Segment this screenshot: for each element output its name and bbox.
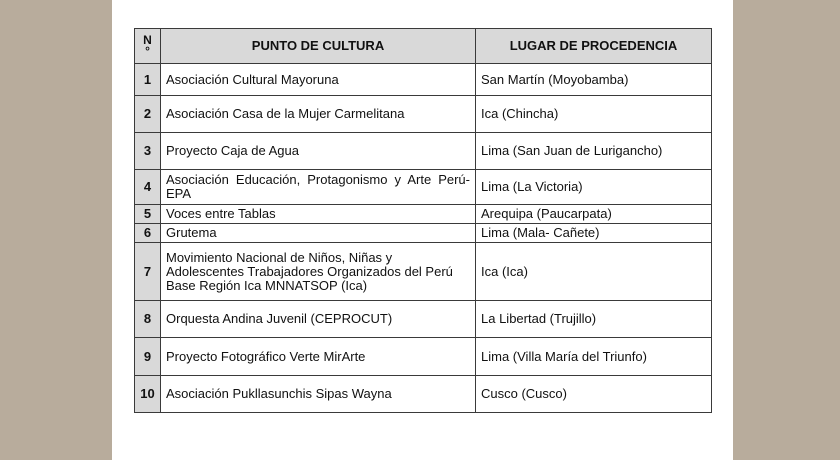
row-number: 2 (135, 96, 161, 133)
row-number: 10 (135, 376, 161, 413)
header-origin: LUGAR DE PROCEDENCIA (476, 29, 712, 64)
row-origin: Lima (La Victoria) (476, 170, 712, 205)
table-row (135, 64, 712, 96)
row-number: 3 (135, 133, 161, 170)
row-name: Asociación Pukllasunchis Sipas Wayna (161, 376, 476, 413)
row-origin: San Martín (Moyobamba) (476, 64, 712, 96)
table-row (135, 133, 712, 170)
table-row (135, 170, 712, 205)
row-origin: Ica (Chincha) (476, 96, 712, 133)
table-row (135, 376, 712, 413)
row-name: Asociación Educación, Protagonismo y Arte Perú- EPA (161, 170, 476, 205)
cultura-table (134, 28, 712, 413)
row-number: 1 (135, 64, 161, 96)
table-row (135, 301, 712, 338)
row-number: 8 (135, 301, 161, 338)
row-origin: La Libertad (Trujillo) (476, 301, 712, 338)
row-name: Grutema (161, 224, 476, 243)
table-row (135, 338, 712, 376)
row-name: Movimiento Nacional de Niños, Niñas y Adolescentes Trabajadores Organizados del Perú Base Región Ica MNNATSOP (Ica) (161, 243, 476, 301)
row-name: Proyecto Fotográfico Verte MirArte (161, 338, 476, 376)
row-name: Voces entre Tablas (161, 205, 476, 224)
header-point: PUNTO DE CULTURA (161, 29, 476, 64)
row-name: Asociación Cultural Mayoruna (161, 64, 476, 96)
row-number: 6 (135, 224, 161, 243)
document-page (112, 0, 733, 460)
table-row (135, 243, 712, 301)
row-number: 4 (135, 170, 161, 205)
row-name: Proyecto Caja de Agua (161, 133, 476, 170)
row-origin: Lima (San Juan de Lurigancho) (476, 133, 712, 170)
row-name: Orquesta Andina Juvenil (CEPROCUT) (161, 301, 476, 338)
table-row (135, 205, 712, 224)
table-row (135, 224, 712, 243)
row-origin: Lima (Villa María del Triunfo) (476, 338, 712, 376)
header-num: N ° (135, 29, 161, 64)
row-number: 5 (135, 205, 161, 224)
header-row (135, 29, 712, 64)
row-origin: Ica (Ica) (476, 243, 712, 301)
table-row (135, 96, 712, 133)
row-origin: Arequipa (Paucarpata) (476, 205, 712, 224)
row-number: 9 (135, 338, 161, 376)
row-name: Asociación Casa de la Mujer Carmelitana (161, 96, 476, 133)
row-origin: Cusco (Cusco) (476, 376, 712, 413)
row-origin: Lima (Mala- Cañete) (476, 224, 712, 243)
row-number: 7 (135, 243, 161, 301)
